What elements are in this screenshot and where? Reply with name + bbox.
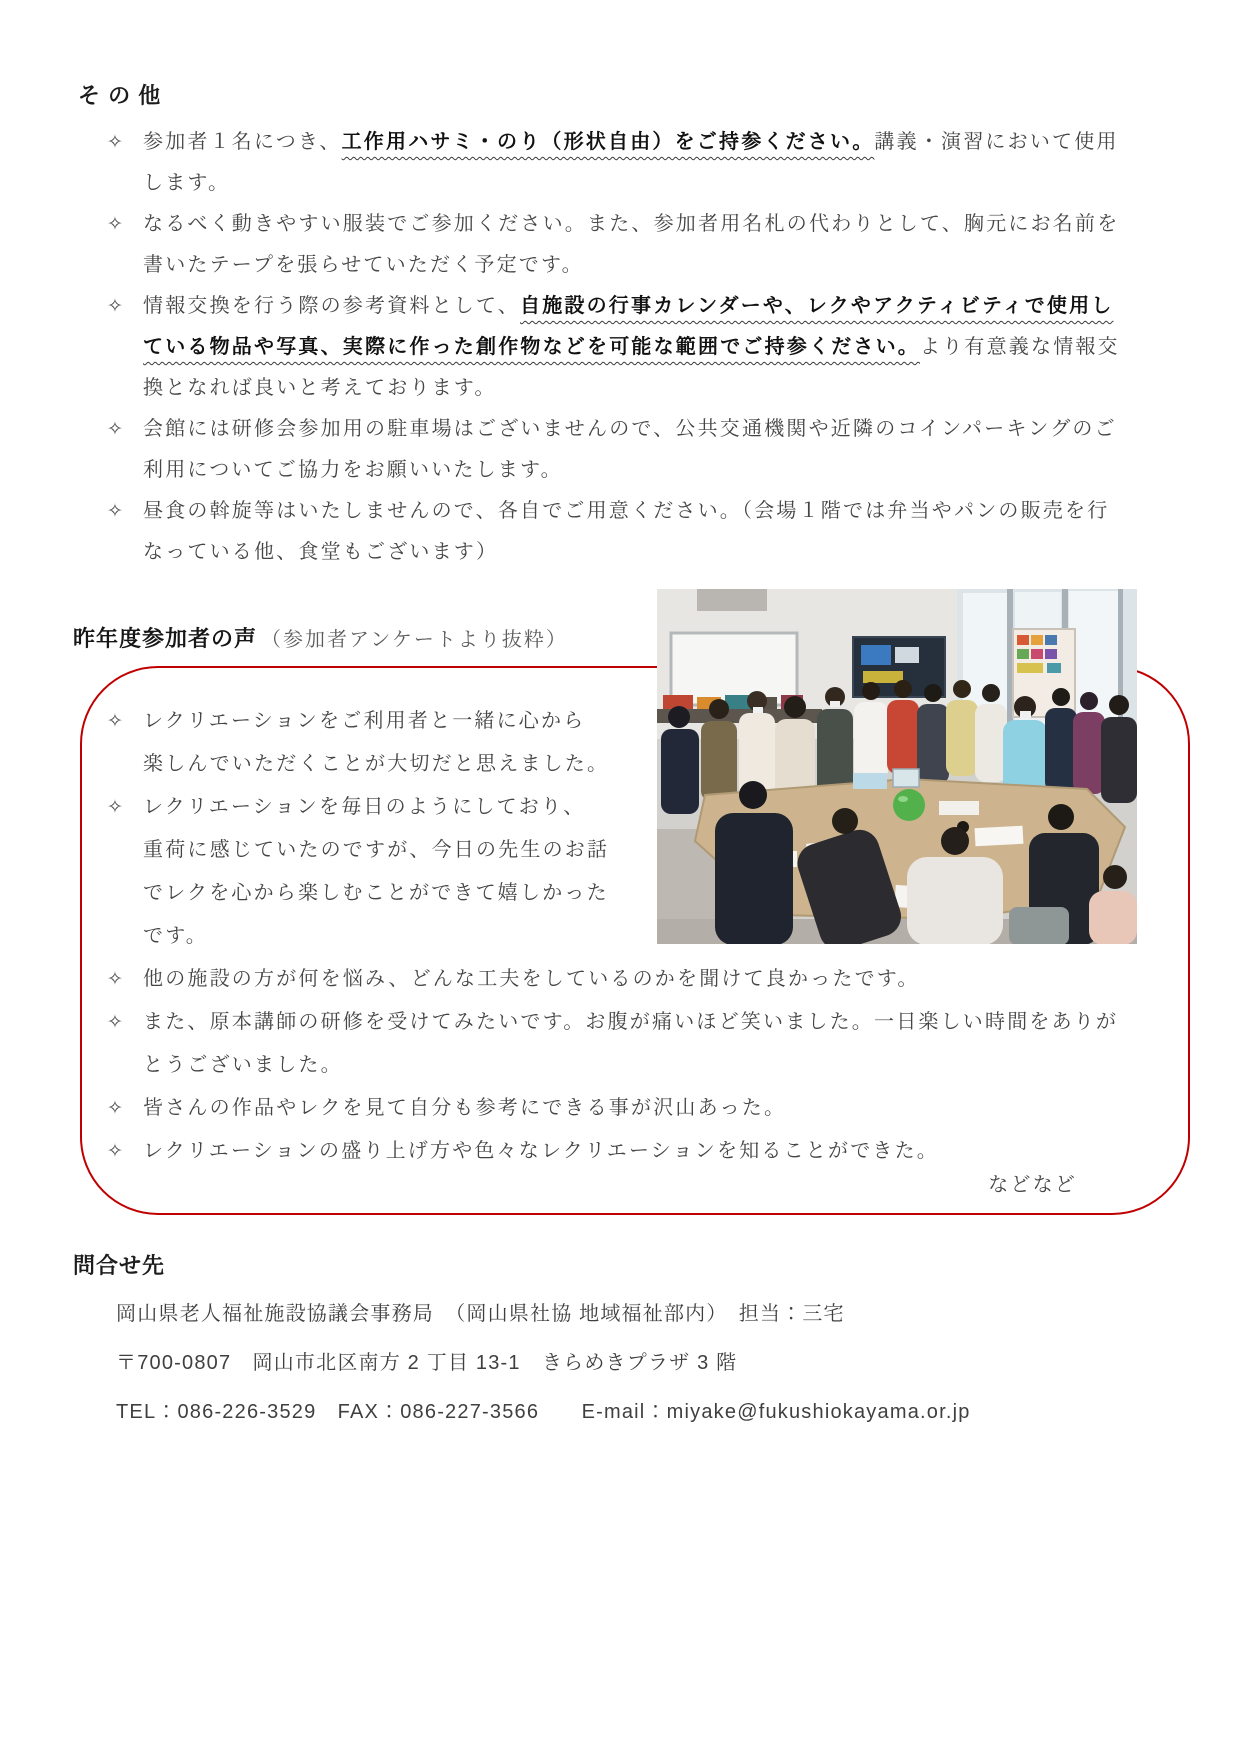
text-line (143, 286, 1120, 327)
text-line: レクリエーションを毎日のようにしており、 (143, 796, 586, 818)
diamond-bullet-icon: ✧ (107, 501, 123, 522)
text-line: 重荷に感じていたのですが、今日の先生のお話 (143, 839, 610, 861)
contact-section-heading: 問合せ先 (73, 1253, 166, 1278)
text-line: 利用についてご協力をお願いいたします。 (143, 459, 563, 481)
text-line: でレクを心から楽しむことができて嬉しかった (143, 882, 609, 904)
text-run: より有意義な情報交 (920, 336, 1120, 358)
text-line (143, 122, 1119, 163)
text-line: なるべく動きやすい服装でご参加ください。また、参加者用名札の代わりとして、胸元にお名前を (143, 213, 1120, 235)
text-line: なっている他、食堂もございます） (143, 541, 499, 563)
list-item-text (143, 122, 1119, 204)
contact-tel-fax-email: TEL：086-226-3529 FAX：086-227-3566 E-mail：miyake@fukushiokayama.or.jp (116, 1401, 971, 1423)
participants-photo-graphic (657, 589, 1137, 944)
text-line: します。 (143, 172, 231, 194)
text-run-emphasis: 工作用ハサミ・のり（形状自由）をご持参ください。 (341, 131, 875, 153)
text-run: 講義・演習において使用 (874, 131, 1119, 153)
list-item-text (143, 286, 1120, 409)
text-run: 参加者１名につき、 (143, 131, 342, 153)
contact-address: 〒700-0807 岡山市北区南方 2 丁目 13-1 きらめきプラザ 3 階 (116, 1352, 738, 1374)
text-line: レクリエーションをご利用者と一緒に心から (143, 710, 586, 732)
text-run-emphasis: 自施設の行事カレンダーや、レクやアクティビティで使用し (520, 295, 1114, 317)
diamond-bullet-icon: ✧ (107, 214, 123, 235)
voices-heading-note: （参加者アンケートより抜粋） (261, 629, 568, 651)
diamond-bullet-icon: ✧ (107, 132, 123, 153)
list-item (107, 122, 1120, 204)
list-item-text (143, 409, 1117, 491)
text-line: 書いたテープを張らせていただく予定です。 (143, 254, 584, 276)
list-item (107, 409, 1120, 491)
voices-etcetera-text: などなど (988, 1174, 1077, 1196)
section-title-other: そ の 他 (78, 83, 162, 108)
text-line: 昼食の斡旋等はいたしませんので、各自でご用意ください。（会場１階では弁当やパンの販売を行 (143, 500, 1110, 522)
contact-info (116, 1290, 971, 1437)
diamond-bullet-icon: ✧ (107, 1098, 123, 1119)
comment-item (107, 1087, 1118, 1130)
list-item (107, 204, 1120, 286)
comment-text (143, 786, 609, 958)
comment-text (143, 1001, 1118, 1087)
comment-text (143, 700, 609, 786)
text-line: 換となれば良いと考えております。 (143, 377, 497, 399)
text-line (143, 327, 1120, 368)
text-line: です。 (143, 925, 208, 947)
list-item-text (143, 491, 1109, 573)
diamond-bullet-icon: ✧ (107, 419, 123, 440)
list-item (107, 491, 1120, 573)
contact-organization: 岡山県老人福祉施設協議会事務局 （岡山県社協 地域福祉部内） 担当：三宅 (116, 1303, 845, 1325)
diamond-bullet-icon: ✧ (107, 969, 123, 990)
text-run-emphasis: ている物品や写真、実際に作った創作物などを可能な範囲でご持参ください。 (143, 336, 920, 358)
comment-text (143, 958, 920, 1001)
list-item (107, 286, 1120, 409)
text-line: 会館には研修会参加用の駐車場はございませんので、公共交通機関や近隣のコインパーキングのご (143, 418, 1117, 440)
other-notes-list (107, 122, 1120, 573)
diamond-bullet-icon: ✧ (107, 296, 123, 317)
text-line: レクリエーションの盛り上げ方や色々なレクリエーションを知ることができた。 (143, 1140, 939, 1162)
voices-section-heading (73, 622, 568, 653)
list-item-text (143, 204, 1119, 286)
voices-heading-text: 昨年度参加者の声 (73, 626, 258, 651)
text-line: 楽しんでいただくことが大切だと思えました。 (143, 753, 610, 775)
text-line: 皆さんの作品やレクを見て自分も参考にできる事が沢山あった。 (143, 1097, 787, 1119)
text-line: とうございました。 (143, 1054, 343, 1076)
diamond-bullet-icon: ✧ (107, 1141, 123, 1162)
comment-item (107, 958, 1118, 1001)
diamond-bullet-icon: ✧ (107, 1012, 123, 1033)
text-run: 情報交換を行う際の参考資料として、 (143, 295, 520, 317)
comment-text (143, 1087, 786, 1130)
diamond-bullet-icon: ✧ (107, 711, 123, 732)
diamond-bullet-icon: ✧ (107, 797, 123, 818)
participants-photo (657, 589, 1137, 944)
text-line: また、原本講師の研修を受けてみたいです。お腹が痛いほど笑いました。一日楽しい時間をありが (143, 1011, 1119, 1033)
text-line: 他の施設の方が何を悩み、どんな工夫をしているのかを聞けて良かったです。 (143, 968, 920, 990)
comment-item (107, 1001, 1118, 1087)
